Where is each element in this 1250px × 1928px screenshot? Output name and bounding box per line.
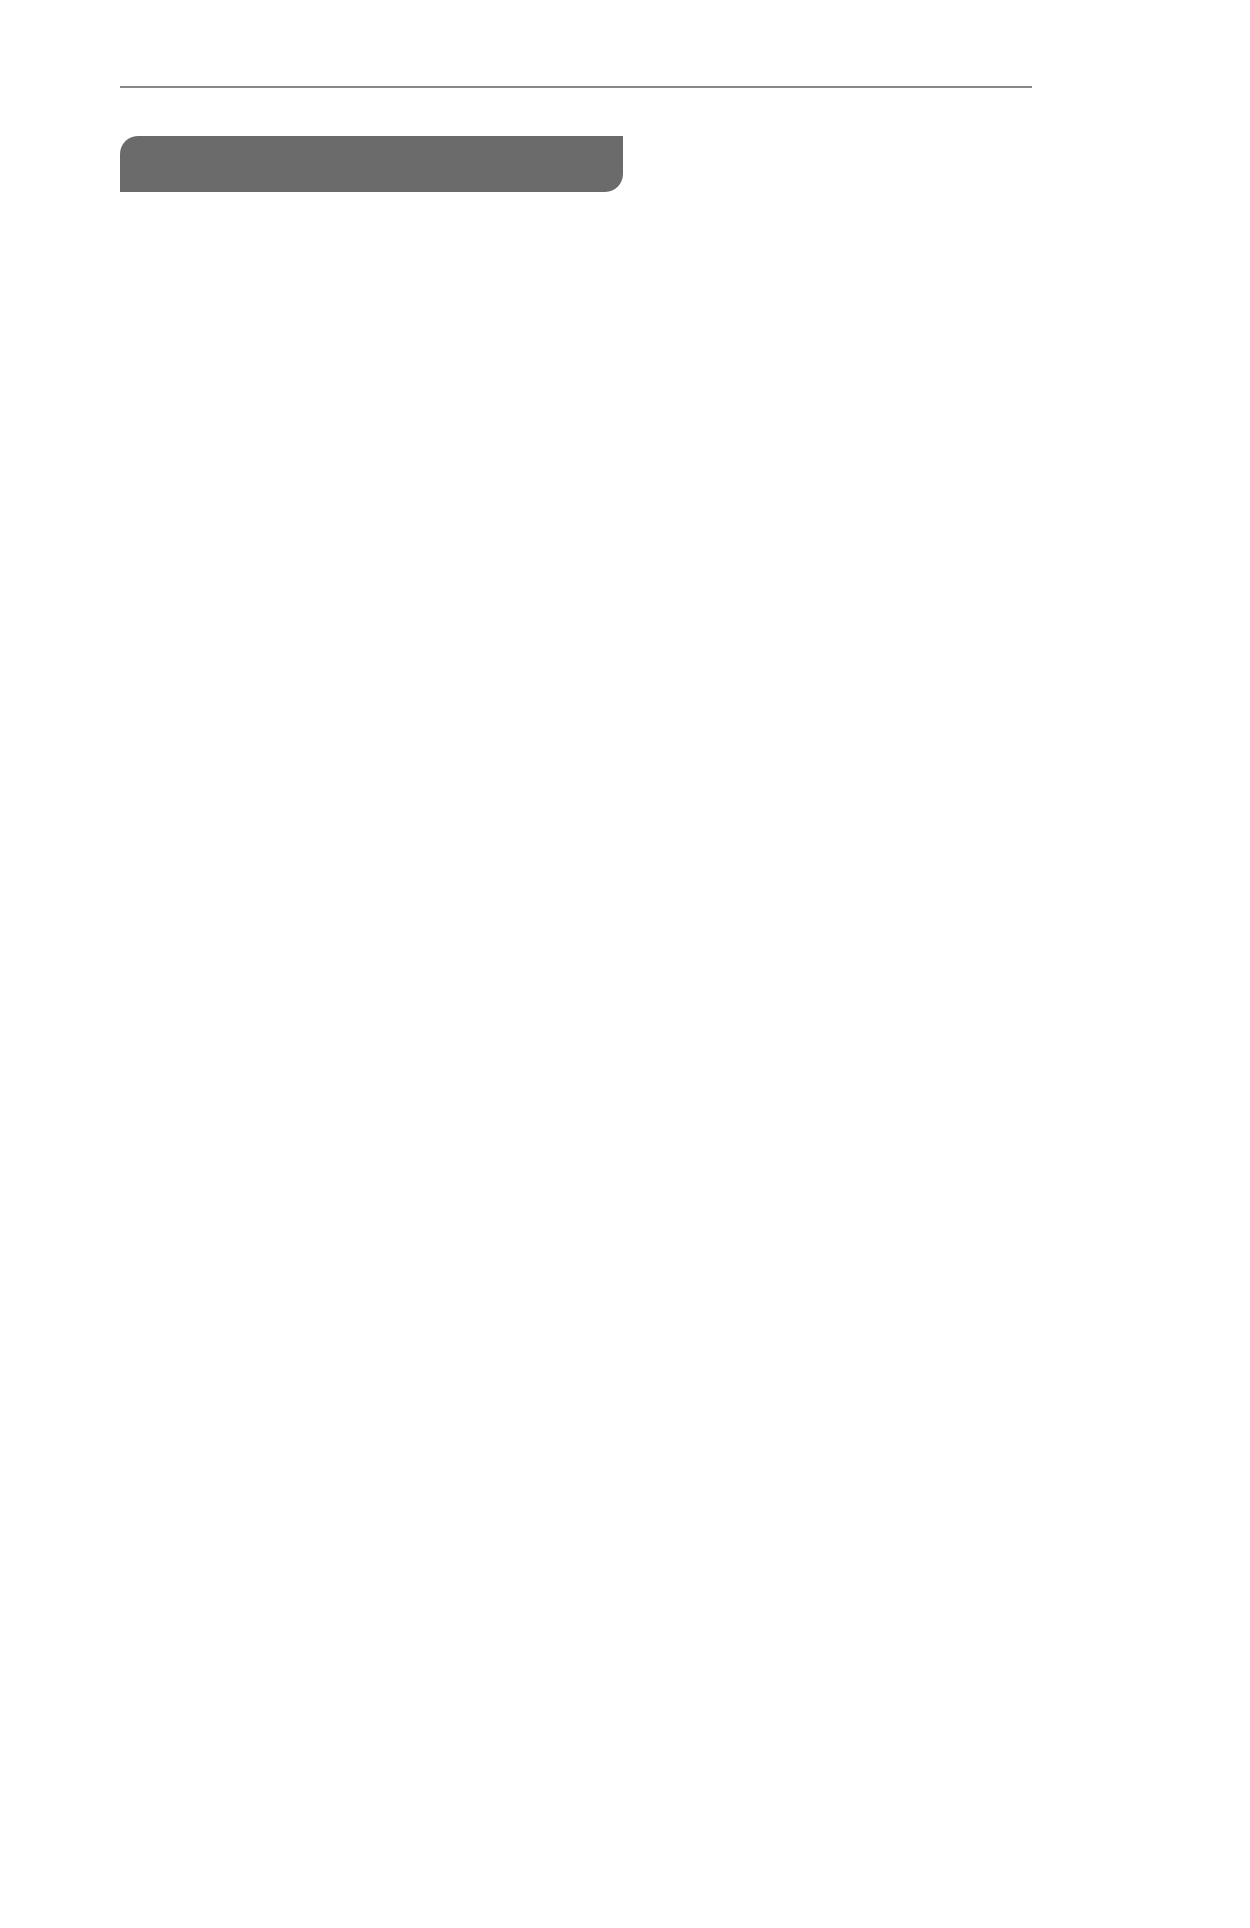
answers-banner bbox=[120, 136, 623, 192]
header-divider bbox=[120, 86, 1032, 88]
